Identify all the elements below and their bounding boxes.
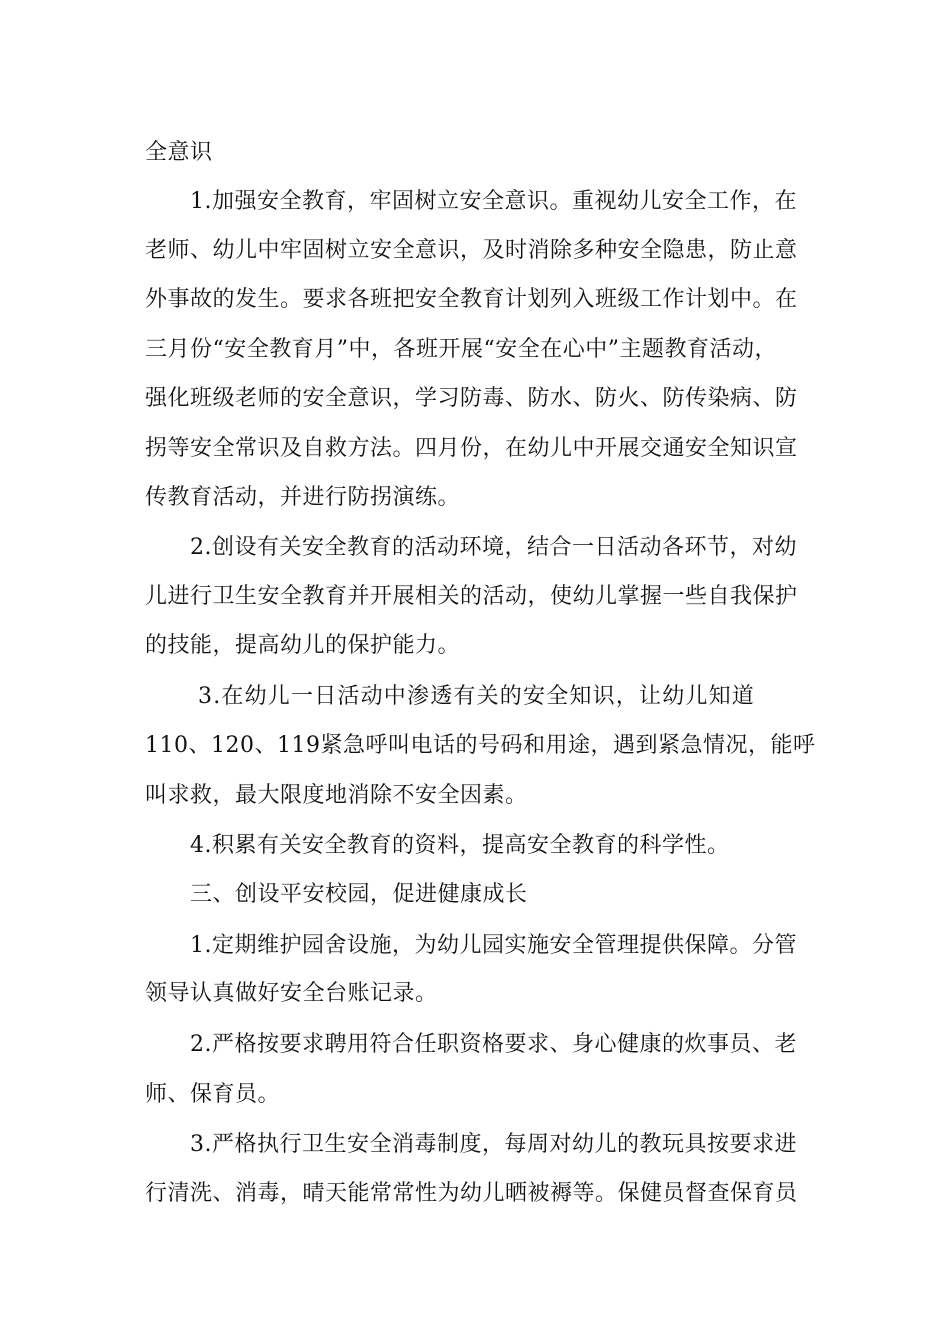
section-heading: 三、创设平安校园，促进健康成长 bbox=[190, 882, 528, 907]
text-line: 叫求救，最大限度地消除不安全因素。 bbox=[145, 783, 528, 808]
text-line: 老师、幼儿中牢固树立安全意识，及时消除多种安全隐患，防止意 bbox=[145, 238, 798, 263]
text-line: 行清洗、消毒，晴天能常常性为幼儿晒被褥等。保健员督查保育员 bbox=[145, 1181, 798, 1206]
text-line: 传教育活动，并进行防拐演练。 bbox=[145, 485, 461, 510]
text-line: 拐等安全常识及自救方法。四月份，在幼儿中开展交通安全知识宣 bbox=[145, 436, 798, 461]
text-line: 领导认真做好安全台账记录。 bbox=[145, 981, 438, 1006]
text-line: 三月份“安全教育月”中，各班开展“安全在心中”主题教育活动， bbox=[145, 337, 777, 362]
text-line: 2.创设有关安全教育的活动环境，结合一日活动各环节，对幼 bbox=[190, 535, 797, 560]
text-line: 1.加强安全教育，牢固树立安全意识。重视幼儿安全工作，在 bbox=[190, 189, 797, 214]
text-line: 110、120、119紧急呼叫电话的号码和用途，遇到紧急情况，能呼 bbox=[145, 733, 816, 758]
text-line: 3.严格执行卫生安全消毒制度，每周对幼儿的教玩具按要求进 bbox=[190, 1132, 797, 1157]
text-line: 全意识 bbox=[145, 140, 213, 165]
text-line: 儿进行卫生安全教育并开展相关的活动，使幼儿掌握一些自我保护 bbox=[145, 584, 798, 609]
text-line: 2.严格按要求聘用符合任职资格要求、身心健康的炊事员、老 bbox=[190, 1032, 797, 1057]
text-line: 强化班级老师的安全意识，学习防毒、防水、防火、防传染病、防 bbox=[145, 386, 798, 411]
text-line: 外事故的发生。要求各班把安全教育计划列入班级工作计划中。在 bbox=[145, 287, 798, 312]
text-line: 的技能，提高幼儿的保护能力。 bbox=[145, 633, 461, 658]
text-line: 1.定期维护园舍设施，为幼儿园实施安全管理提供保障。分管 bbox=[190, 933, 797, 958]
text-line: 3.在幼儿一日活动中渗透有关的安全知识，让幼儿知道 bbox=[198, 684, 755, 709]
text-line: 师、保育员。 bbox=[145, 1082, 281, 1107]
text-line: 4.积累有关安全教育的资料，提高安全教育的科学性。 bbox=[190, 833, 730, 858]
